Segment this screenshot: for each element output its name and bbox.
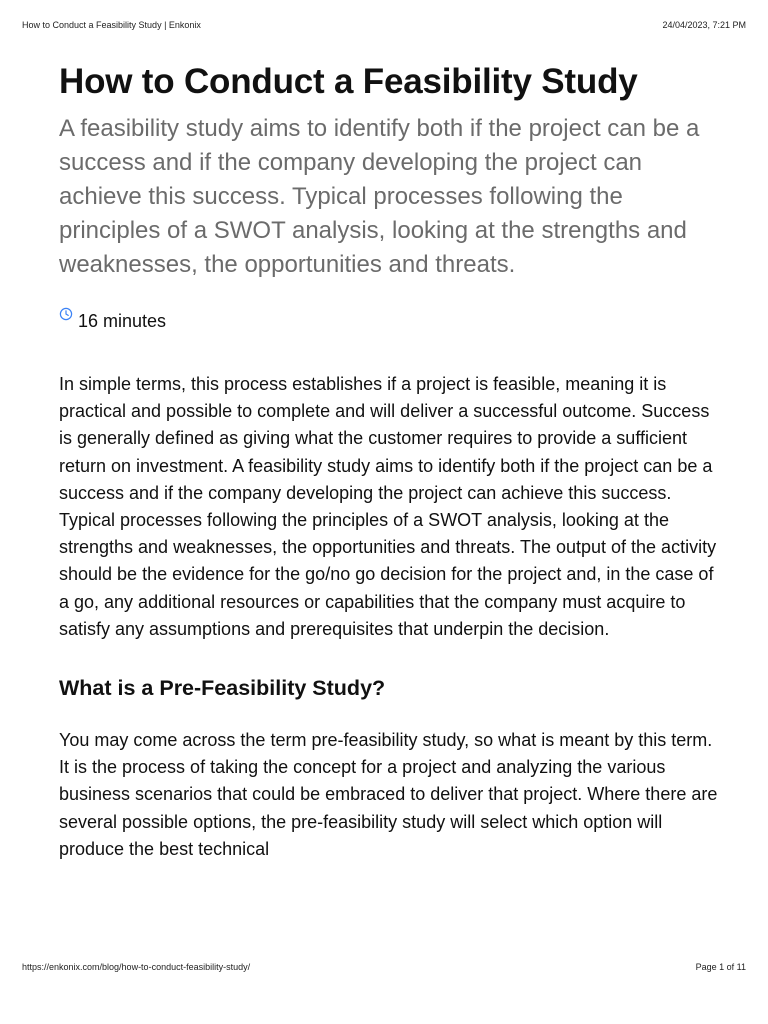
article-title: How to Conduct a Feasibility Study: [59, 62, 638, 101]
article: [59, 58, 719, 863]
intro-paragraph: In simple terms, this process establishes if a project is feasible, meaning it is practical and possible to complete and will deliver a successful outcome. Success is generally defined as giving what the customer requires to provide a sufficient return on investment. A feasibility study aims to identify both if the project can be a success and if the company developing the project can achieve this success. Typical processes following the principles of a SWOT analysis, looking at the strengths and weaknesses, the opportunities and threats. The output of the activity should be the evidence for the go/no go decision for the project and, in the case of a go, any additional resources or capabilities that the company must acquire to satisfy any assumptions and prerequisites that underpin the decision.: [59, 374, 717, 639]
print-url: https://enkonix.com/blog/how-to-conduct-feasibility-study/: [22, 962, 251, 972]
section-paragraph: You may come across the term pre-feasibility study, so what is meant by this term. It is the process of taking the concept for a project and analyzing the various business scenarios that could be embraced to deliver that project. Where there are several possible options, the pre-feasibility study will select which option will produce the best technical: [59, 730, 718, 859]
print-page-number: Page 1 of 11: [695, 962, 746, 972]
print-doc-title: How to Conduct a Feasibility Study | Enkonix: [22, 20, 201, 30]
print-header: [22, 20, 746, 30]
read-time-label: 16 minutes: [78, 311, 167, 331]
print-footer: [22, 962, 746, 972]
print-datetime: 24/04/2023, 7:21 PM: [662, 20, 746, 30]
clock-icon: [59, 307, 73, 321]
section-heading: What is a Pre-Feasibility Study?: [59, 676, 386, 701]
article-subtitle: A feasibility study aims to identify both if the project can be a success and if the company developing the project can achieve this success. Typical processes following the principles of a SWOT analysis, looking at the strengths and weaknesses, the opportunities and threats.: [59, 115, 700, 278]
read-time: [59, 307, 719, 337]
